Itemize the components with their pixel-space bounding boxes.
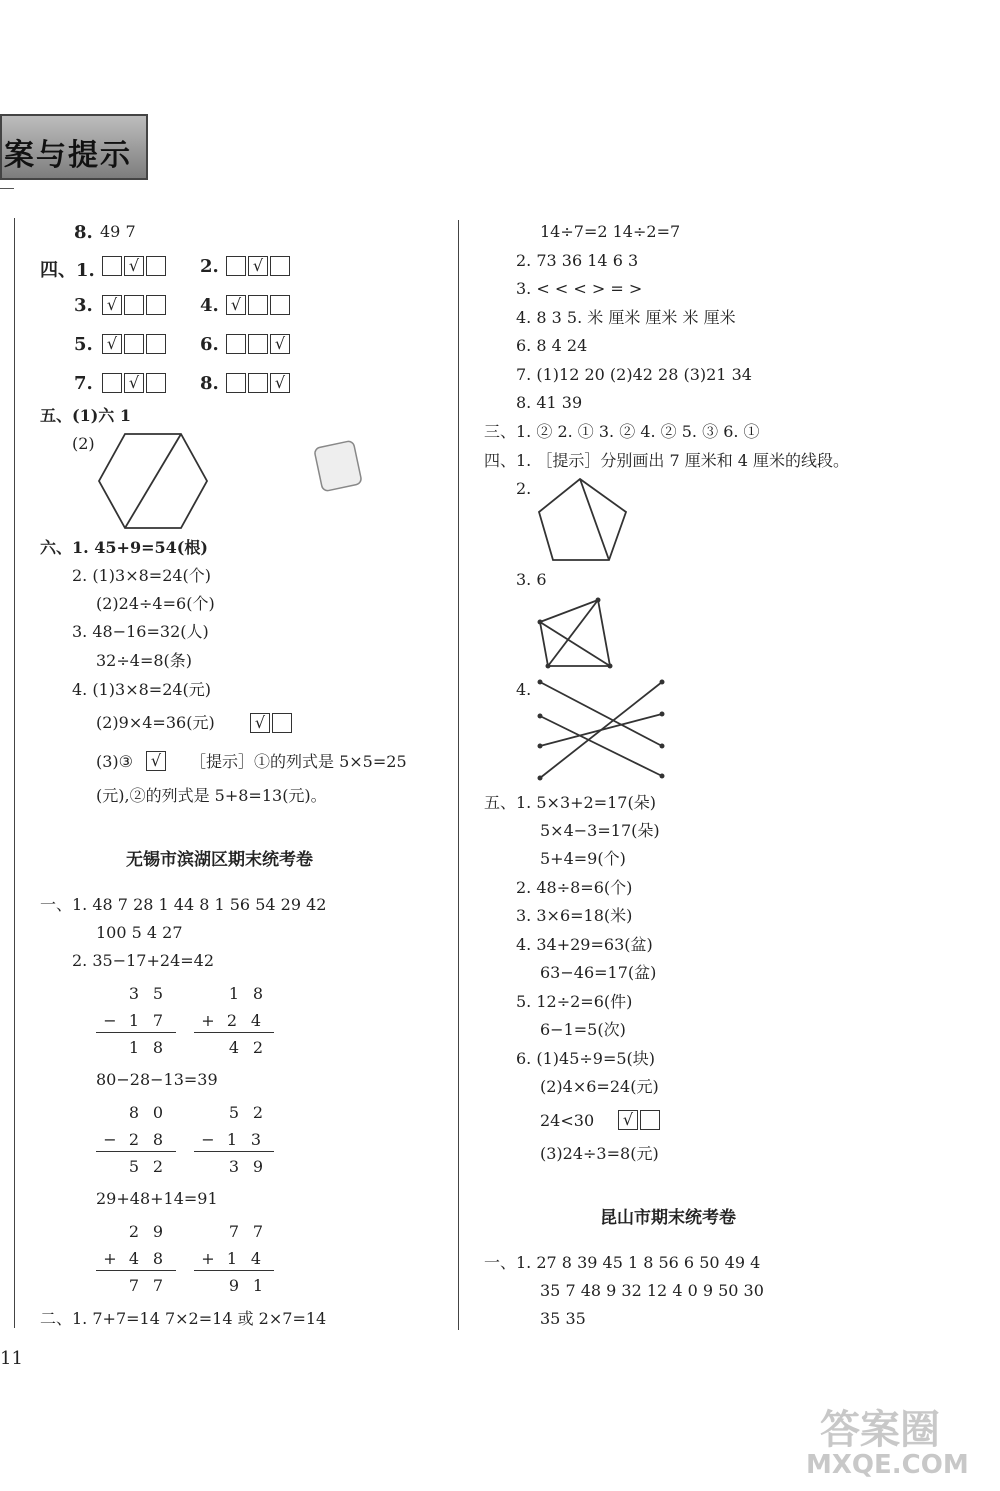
v3-r: 7 7 [128, 1276, 164, 1295]
v2-c: 5 2 [228, 1103, 264, 1122]
r11: 2. [516, 479, 532, 498]
checkbox-checked: √ [124, 373, 144, 393]
v3-c: 7 7 [228, 1222, 264, 1241]
k3: 35 35 [540, 1309, 586, 1328]
q4-6-boxes [226, 333, 292, 354]
v3-b: + 4 8 [103, 1249, 164, 1268]
section-title-wuxi: 无锡市滨湖区期末统考卷 [126, 850, 313, 870]
v1-r2: 4 2 [228, 1038, 264, 1057]
q4-8-boxes [226, 372, 292, 393]
q4-4-label: 4. [200, 295, 219, 316]
checkbox-checked: √ [270, 373, 290, 393]
q5-line-8: 6−1=5(次) [540, 1020, 626, 1039]
q5-line-9: 6. (1)45÷9=5(块) [516, 1049, 656, 1068]
q5-line-5: 4. 34+29=63(盆) [516, 935, 653, 954]
q6-line-2: (2)24÷4=6(个) [96, 594, 215, 613]
v3-line2 [194, 1270, 274, 1271]
pentagon-figure [536, 476, 632, 564]
checkbox [146, 256, 166, 276]
q5-6-boxes [618, 1109, 662, 1130]
checkbox [146, 334, 166, 354]
v2-a: 8 0 [128, 1103, 164, 1122]
checkbox [248, 334, 268, 354]
checkbox-checked: √ [226, 295, 246, 315]
lines-figure [536, 674, 668, 786]
checkbox [124, 334, 144, 354]
quadrilateral-figure [536, 596, 616, 672]
q5-line-12: (3)24÷3=8(元) [540, 1144, 659, 1163]
q4-1-boxes [102, 255, 168, 276]
r4: 4. 8 3 5. 米 厘米 厘米 米 厘米 [516, 308, 736, 327]
v1-r: 1 8 [128, 1038, 164, 1057]
q5-line-4: 3. 3×6=18(米) [516, 906, 633, 925]
q4-5-label: 5. [74, 334, 93, 355]
checkbox [102, 373, 122, 393]
q6-line-4: 32÷4=8(条) [96, 651, 193, 670]
checkbox [640, 1110, 660, 1130]
v1-a: 3 5 [128, 984, 164, 1003]
v1-line2 [194, 1032, 274, 1033]
r7: 7. (1)12 20 (2)42 28 (3)21 34 [516, 365, 752, 384]
q6-4-3-box [146, 750, 168, 771]
q6-line-0: 六、1. 45+9=54(根) [40, 538, 208, 557]
k2: 35 7 48 9 32 12 4 0 9 50 30 [540, 1281, 764, 1300]
q4-5-boxes [102, 333, 168, 354]
q5-line-7: 5. 12÷2=6(件) [516, 992, 633, 1011]
s1-line1: 一、1. 48 7 28 1 44 8 1 56 54 29 42 [40, 895, 327, 914]
q5-line-10: (2)4×6=24(元) [540, 1077, 659, 1096]
q4-2-label: 2. [200, 256, 219, 277]
v2-line [96, 1151, 176, 1152]
v1-d: + 2 4 [201, 1011, 262, 1030]
r13: 4. [516, 680, 532, 699]
q4-8-label: 8. [200, 373, 219, 394]
checkbox [226, 256, 246, 276]
q6-line-1: 2. (1)3×8=24(个) [72, 566, 212, 585]
checkbox [146, 373, 166, 393]
v2-d: − 1 3 [201, 1130, 262, 1149]
l8-text: 49 7 [100, 222, 136, 241]
q2-1: 二、1. 7+7=14 7×2=14 或 2×7=14 [40, 1309, 327, 1328]
checkbox [248, 295, 268, 315]
checkbox-checked: √ [102, 334, 122, 354]
eq3: 29+48+14=91 [96, 1189, 218, 1208]
q6-line-7: (3)③ [96, 752, 134, 771]
q6-line-8: ［提示］①的列式是 5×5=25 [190, 752, 407, 771]
q6-line-5: 4. (1)3×8=24(元) [72, 680, 212, 699]
s2-eq1: 2. 35−17+24=42 [72, 951, 215, 970]
checkbox-checked: √ [146, 751, 166, 771]
hexagon-figure [95, 432, 210, 530]
q5-line-2: 5+4=9(个) [540, 849, 626, 868]
checkbox-checked: √ [124, 256, 144, 276]
r2: 2. 73 36 14 6 3 [516, 251, 639, 270]
eq2: 80−28−13=39 [96, 1070, 218, 1089]
v3-line [96, 1270, 176, 1271]
page-number: 11 [0, 1348, 23, 1369]
v2-b: − 2 8 [103, 1130, 164, 1149]
q4-2-boxes [226, 255, 292, 276]
v3-a: 2 9 [128, 1222, 164, 1241]
section-title-kunshan: 昆山市期末统考卷 [600, 1208, 736, 1228]
checkbox [102, 256, 122, 276]
r6: 6. 8 4 24 [516, 336, 588, 355]
v2-line2 [194, 1151, 274, 1152]
checkbox [272, 713, 292, 733]
v2-r2: 3 9 [228, 1157, 264, 1176]
stamp-icon [312, 440, 364, 492]
watermark-url: MXQE.COM [806, 1450, 969, 1480]
q5-1: 五、(1)六 1 [40, 406, 131, 425]
q5-line-6: 63−46=17(盆) [540, 963, 657, 982]
r10: 四、1. ［提示］分别画出 7 厘米和 4 厘米的线段。 [484, 451, 850, 470]
q4-6-label: 6. [200, 334, 219, 355]
header-rule [0, 188, 14, 189]
q5-line-1: 5×4−3=17(朵) [540, 821, 660, 840]
checkbox [226, 373, 246, 393]
q4-7-label: 7. [74, 373, 93, 394]
q5-line-11: 24<30 [540, 1111, 595, 1130]
v3-r2: 9 1 [228, 1276, 264, 1295]
v1-c: 1 8 [228, 984, 264, 1003]
watermark-logo: 答案圈 [820, 1407, 940, 1453]
v2-r: 5 2 [128, 1157, 164, 1176]
q5-line-3: 2. 48÷8=6(个) [516, 878, 633, 897]
checkbox [226, 334, 246, 354]
q4-label: 四、1. [40, 260, 95, 281]
v3-d: + 1 4 [201, 1249, 262, 1268]
checkbox [248, 373, 268, 393]
q6-line-3: 3. 48−16=32(人) [72, 622, 209, 641]
r0: 14÷7=2 14÷2=7 [540, 222, 681, 241]
left-margin-line [14, 218, 15, 1328]
checkbox [146, 295, 166, 315]
q6-4-boxes [250, 712, 294, 733]
k1: 一、1. 27 8 39 45 1 8 56 6 50 49 4 [484, 1253, 761, 1272]
r3: 3. < < < > = > [516, 279, 643, 298]
checkbox-checked: √ [248, 256, 268, 276]
l8-num: 8. [74, 222, 93, 243]
column-divider [458, 220, 459, 1330]
r9: 三、1. ② 2. ① 3. ② 4. ② 5. ③ 6. ① [484, 422, 760, 441]
s1-line2: 100 5 4 27 [96, 923, 183, 942]
checkbox-checked: √ [270, 334, 290, 354]
q5-2: (2) [72, 434, 95, 453]
v1-b: − 1 7 [103, 1011, 164, 1030]
checkbox [124, 295, 144, 315]
q4-3-label: 3. [74, 295, 93, 316]
r12: 3. 6 [516, 570, 547, 589]
v1-line [96, 1032, 176, 1033]
q6-line-9: (元),②的列式是 5+8=13(元)。 [96, 786, 327, 805]
q5-line-0: 五、1. 5×3+2=17(朵) [484, 793, 656, 812]
q4-7-boxes [102, 372, 168, 393]
q4-4-boxes [226, 294, 292, 315]
q4-3-boxes [102, 294, 168, 315]
q6-line-6: (2)9×4=36(元) [96, 713, 215, 732]
checkbox-checked: √ [618, 1110, 638, 1130]
r8: 8. 41 39 [516, 393, 583, 412]
checkbox [270, 295, 290, 315]
checkbox [270, 256, 290, 276]
checkbox-checked: √ [250, 713, 270, 733]
header-title: 案与提示 [4, 138, 132, 173]
checkbox-checked: √ [102, 295, 122, 315]
